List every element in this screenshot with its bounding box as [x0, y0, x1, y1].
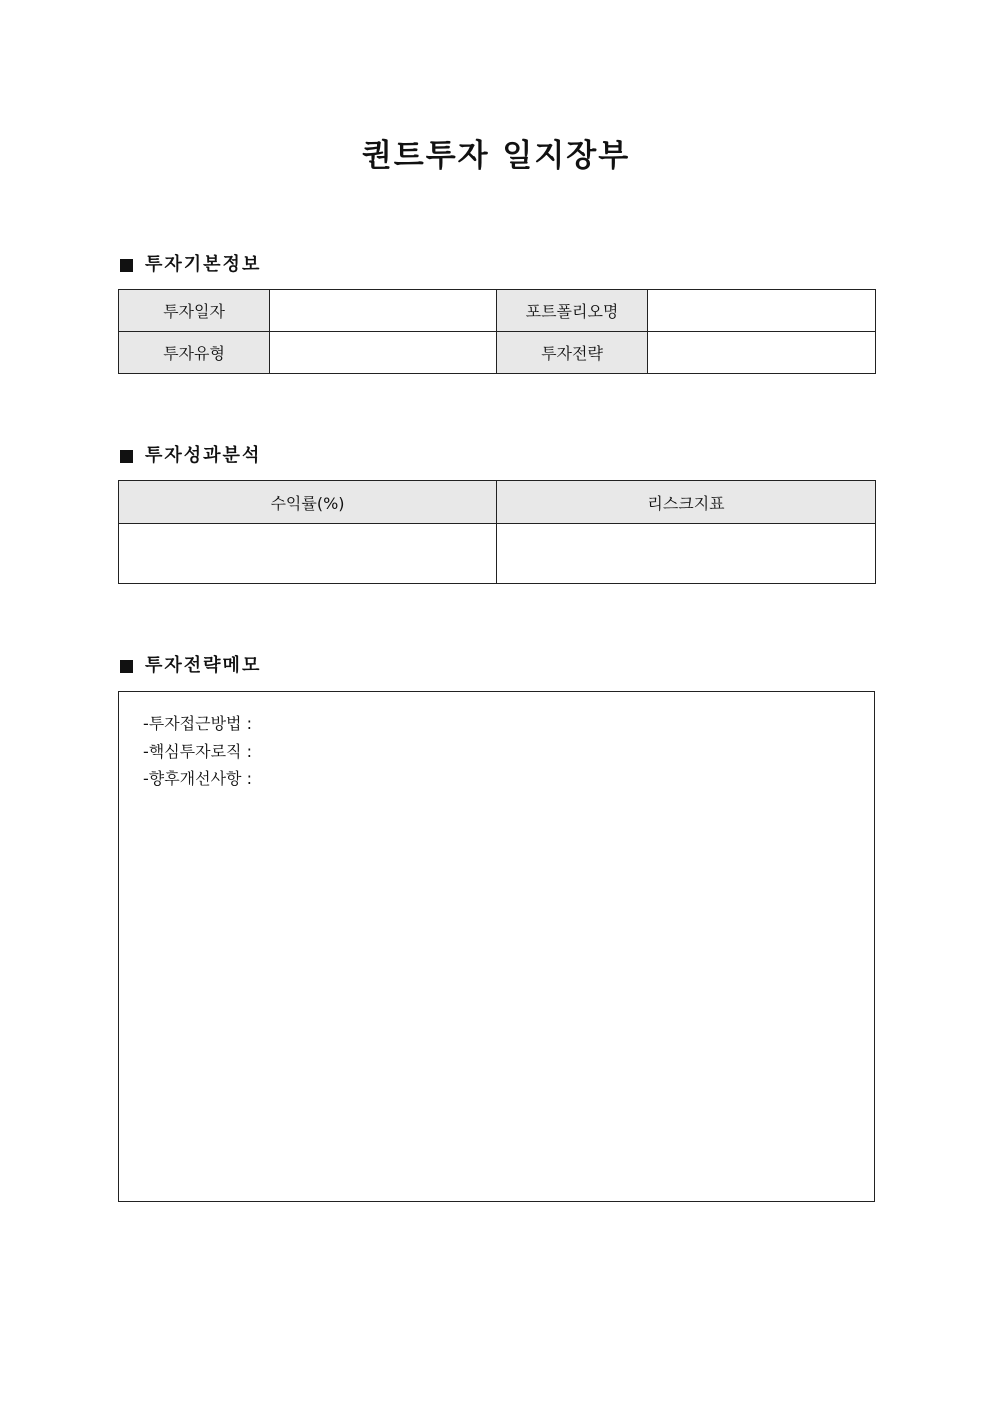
basic-info-heading-text: 투자기본정보	[145, 254, 262, 275]
square-bullet-icon	[120, 450, 133, 463]
portfolio-name-field[interactable]	[648, 290, 876, 332]
basic-info-heading	[118, 253, 261, 277]
table-row	[119, 290, 876, 332]
return-rate-field[interactable]	[119, 524, 497, 584]
risk-indicator-header: 리스크지표	[497, 481, 876, 524]
memo-heading	[118, 654, 261, 678]
investment-strategy-field[interactable]	[648, 332, 876, 374]
strategy-memo-box[interactable]	[118, 691, 875, 1202]
memo-line-core-logic: -핵심투자로직 :	[143, 741, 252, 761]
table-row	[119, 524, 876, 584]
performance-table	[118, 480, 876, 584]
square-bullet-icon	[120, 259, 133, 272]
memo-lines	[143, 710, 252, 793]
performance-heading	[118, 444, 261, 468]
performance-heading-text: 투자성과분석	[145, 445, 262, 466]
investment-strategy-label: 투자전략	[497, 332, 648, 374]
investment-type-label: 투자유형	[119, 332, 270, 374]
square-bullet-icon	[120, 660, 133, 673]
memo-heading-text: 투자전략메모	[145, 655, 262, 676]
memo-line-approach: -투자접근방법 :	[143, 714, 252, 733]
table-row	[119, 481, 876, 524]
investment-date-label: 투자일자	[119, 290, 270, 332]
table-row	[119, 332, 876, 374]
return-rate-header: 수익률(%)	[119, 481, 497, 524]
investment-date-field[interactable]	[270, 290, 497, 332]
memo-line-improvements: -향후개선사항 :	[143, 769, 252, 788]
portfolio-name-label: 포트폴리오명	[497, 290, 648, 332]
risk-indicator-field[interactable]	[497, 524, 876, 584]
investment-type-field[interactable]	[270, 332, 497, 374]
page-title: 퀀트투자 일지장부	[361, 138, 631, 174]
basic-info-table	[118, 289, 876, 374]
